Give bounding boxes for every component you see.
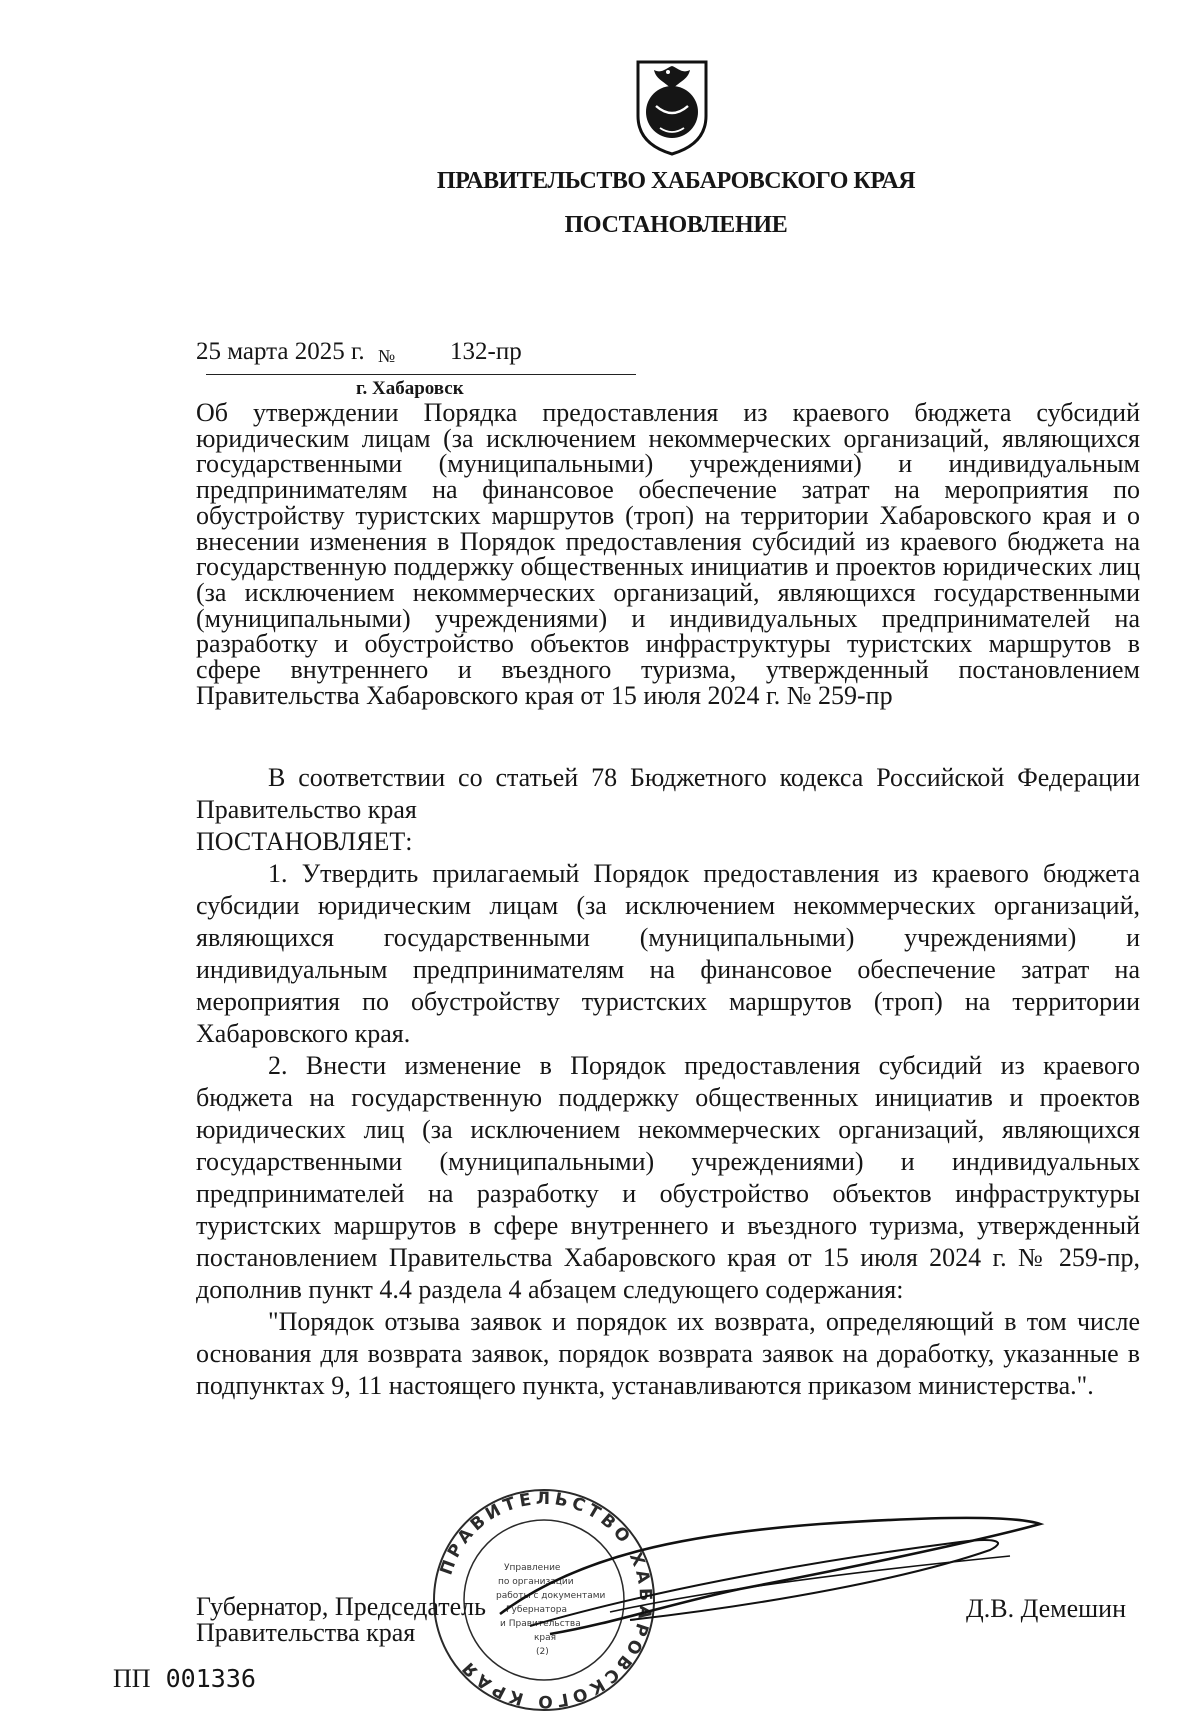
signer-position-line-1: Губернатор, Председатель [196,1592,487,1621]
number-sign: № [378,346,396,366]
date-number-row [196,338,636,378]
government-title: ПРАВИТЕЛЬСТВО ХАБАРОВСКОГО КРАЯ [436,168,916,194]
document-date: 25 марта 2025 г. [196,338,365,365]
document-number: 132-пр [450,338,522,365]
signer-name: Д.В. Демешин [966,1594,1127,1623]
document-type: ПОСТАНОВЛЕНИЕ [564,212,788,238]
resolves-word: ПОСТАНОВЛЯЕТ: [196,827,413,856]
document-body [196,762,1140,1402]
khabarovsk-coat-of-arms-icon [632,58,712,156]
clause-2: 2. Внести изменение в Порядок предоставления субсидий из краевого бюджета на государственную поддержку общественных инициатив и проектов юридических лиц (за исключением некоммерческих организаций, являющихся государственными (муниципальными) учреждениями) и индивидуальных предпринимателей на разработку и обустройство объектов инфраструктуры туристских маршрутов в сфере внутреннего и въездного туризма, утвержденный постановлением Правительства Хабаровского края от 15 июля 2024 г. № 259-пр, дополнив пункт 4.4 раздела 4 абзацем следующего содержания: [196,1051,1140,1304]
clause-2-quote: "Порядок отзыва заявок и порядок их возврата, определяющий в том числе основания для возврата заявок, порядок возврата заявок на доработку, указанные в подпунктах 9, 11 настоящего пункта, устанавливаются приказом министерства.". [196,1307,1140,1400]
clause-1: 1. Утвердить прилагаемый Порядок предоставления из краевого бюджета субсидии юридическим лицам (за исключением некоммерческих организаций, являющихся государственными (муниципальными) учреждениями) и индивидуальным предпринимателям на финансовое обеспечение затрат на мероприятия по обустройству туристских маршрутов (троп) на территории Хабаровского края. [196,859,1140,1048]
svg-text:ПРАВИТЕЛЬСТВО ХАБАРОВСКОГО КРА: ПРАВИТЕЛЬСТВО ХАБАРОВСКОГО КРАЯ [436,1488,656,1712]
signer-position-line-2: Правительства края [196,1618,416,1647]
svg-text:и Правительства: и Правительства [500,1619,581,1629]
registration-prefix: ПП [113,1664,151,1693]
document-subject: Об утверждении Порядка предоставления из краевого бюджета субсидий юридическим лицам (за исключением некоммерческих организаций, являющихся государственными (муниципальными) учреждениями) и индивидуальным предпринимателям на финансовое обеспечение затрат на мероприятия по обустройству туристских маршрутов (троп) на территории Хабаровского края и о внесении изменения в Порядок предоставления субсидий из краевого бюджета на государственную поддержку общественных инициатив и проектов юридических лиц (за исключением некоммерческих организаций, являющихся государственными (муниципальными) учреждениями) и индивидуальных предпринимателей на разработку и обустройство объектов инфраструктуры туристских маршрутов в сфере внутреннего и въездного туризма, утвержденный постановлением Правительства Хабаровского края от 15 июля 2024 г. № 259-пр [196,398,1140,710]
svg-text:(2): (2) [536,1647,549,1657]
signer-position [196,1594,486,1646]
registration-code: 001336 [165,1664,256,1693]
registration-number [113,1664,256,1694]
svg-text:по организации: по организации [498,1577,574,1587]
svg-text:края: края [534,1633,557,1643]
svg-text:Управление: Управление [504,1563,561,1573]
date-underline [206,374,636,375]
preamble: В соответствии со статьей 78 Бюджетного кодекса Российской Федерации Правительство края [196,763,1140,824]
svg-text:работы с документами: работы с документами [496,1591,606,1601]
svg-text:Губернатора: Губернатора [506,1605,567,1615]
document-city: г. Хабаровск [356,378,464,399]
